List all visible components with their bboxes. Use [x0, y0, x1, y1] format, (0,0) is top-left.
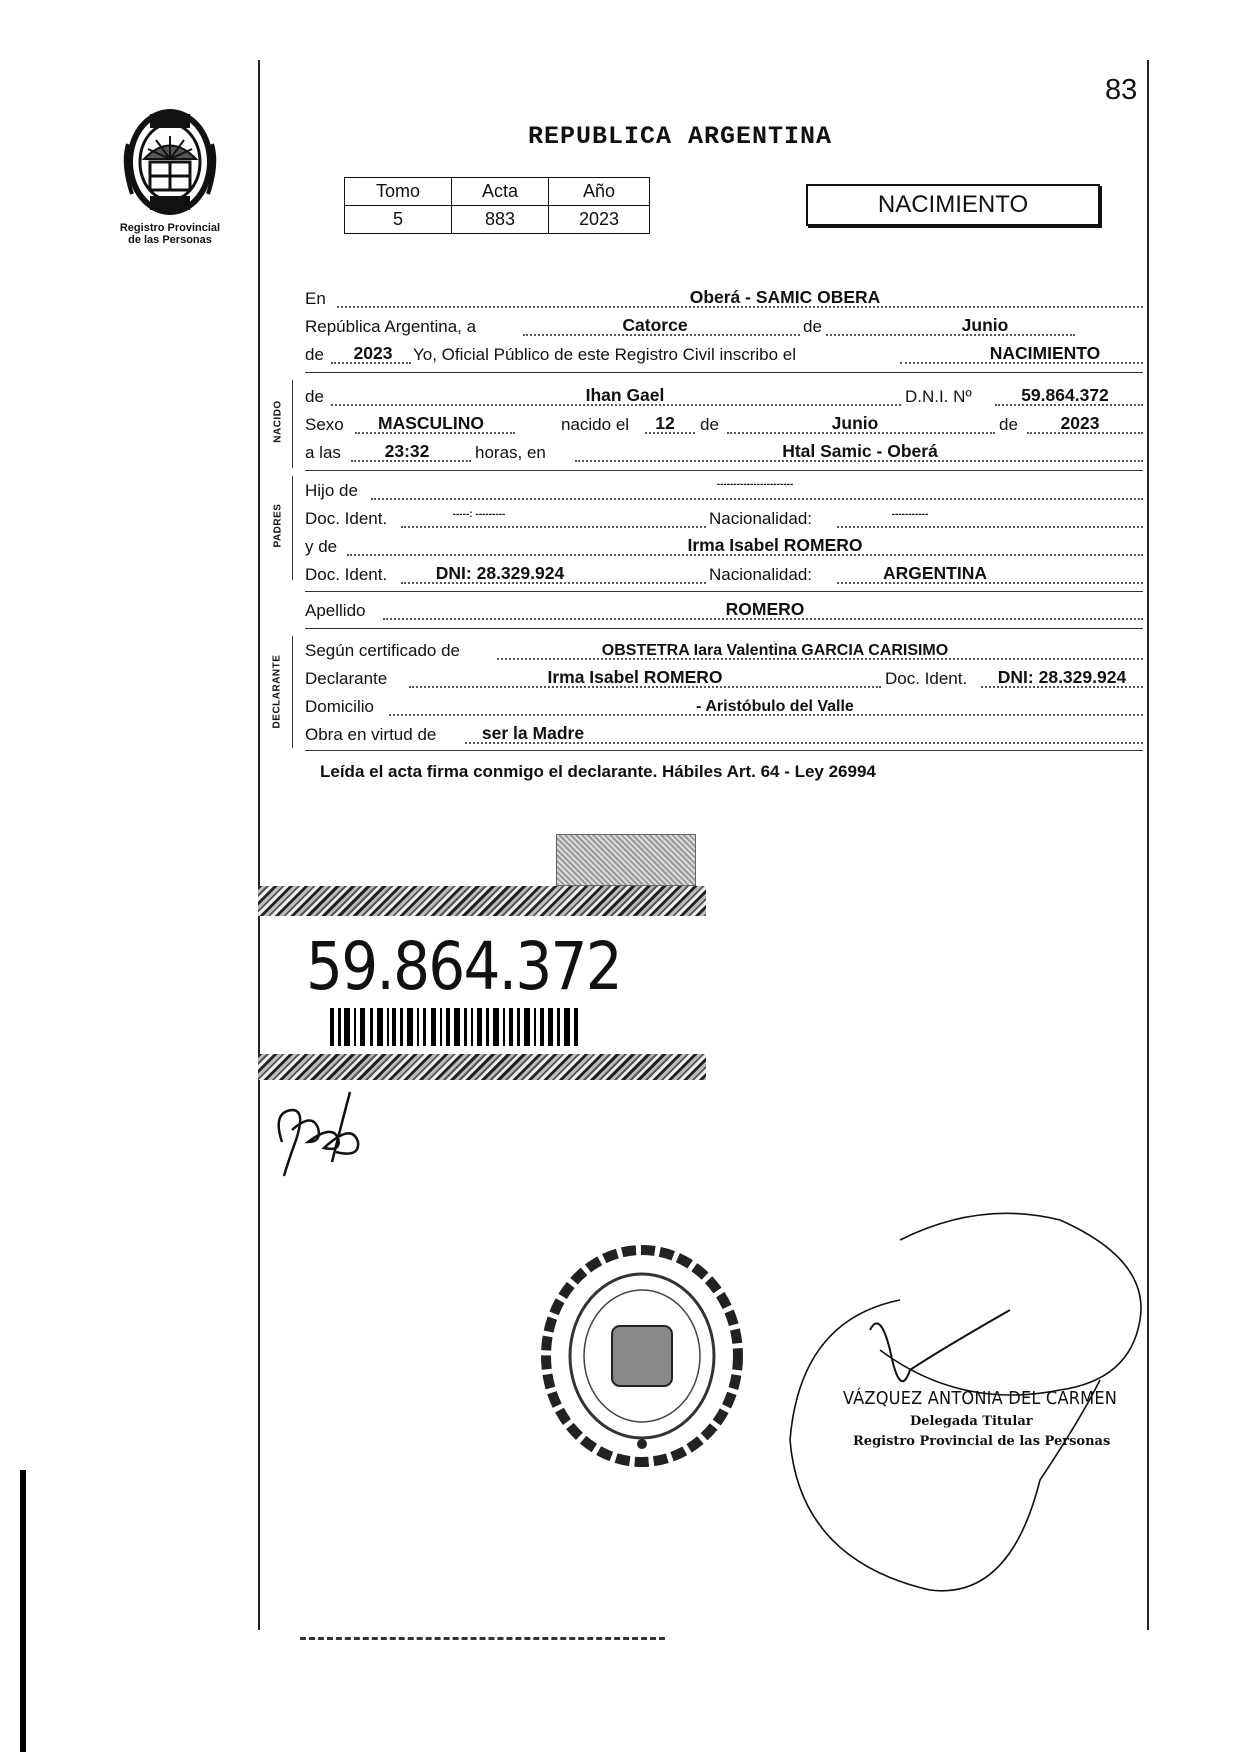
acta-table: [344, 177, 650, 234]
value-father: -----------------------: [716, 479, 794, 490]
value-sexo: MASCULINO: [378, 413, 484, 433]
row-nacido-hora: [305, 440, 1143, 466]
label-certificado: Según certificado de: [305, 641, 460, 660]
logo-caption: [100, 222, 240, 246]
label-inscribo: Yo, Oficial Público de este Registro Civil inscribo el: [413, 345, 796, 364]
closing-note: Leída el acta firma conmigo el declarante. Hábiles Art. 64 - Ley 26994: [320, 762, 876, 781]
value-apellido: ROMERO: [725, 599, 805, 619]
row-father-doc: [305, 506, 1143, 532]
official-organization: Registro Provincial de las Personas: [853, 1434, 1111, 1449]
value-dni: 59.864.372: [1021, 385, 1109, 405]
value-mother-doc: DNI: 28.329.924: [435, 563, 565, 583]
row-en: [305, 286, 1143, 312]
label-republica: República Argentina, a: [305, 317, 477, 336]
acta-value-anio: 2023: [549, 206, 650, 234]
dni-sticker-number: 59.864.372: [306, 928, 621, 1005]
row-hijo-de: [305, 478, 1143, 504]
label-apellido: Apellido: [305, 601, 366, 620]
sticker-band-top: [258, 886, 706, 916]
sticker-stamp-mark: [556, 834, 696, 886]
value-year: 2023: [353, 343, 393, 363]
logo-caption-line1: Registro Provincial: [119, 222, 221, 234]
label-obra: Obra en virtud de: [305, 725, 437, 744]
label-mother-doc: Doc. Ident.: [305, 565, 388, 584]
label-y-de: y de: [305, 537, 338, 556]
acta-table-header-row: [345, 178, 650, 206]
value-inscribo: NACIMIENTO: [989, 343, 1101, 363]
label-de-mes: de: [700, 415, 719, 434]
row-mother-doc: [305, 562, 1143, 588]
acta-value-tomo: 5: [345, 206, 452, 234]
label-de: de: [803, 317, 822, 336]
label-mother-nac: Nacionalidad:: [709, 565, 813, 584]
value-month: Junio: [961, 315, 1009, 335]
acta-table-value-row: [345, 206, 650, 234]
province-seal-logo: [122, 104, 218, 225]
label-en: En: [305, 289, 326, 308]
row-obra: [305, 722, 1143, 748]
official-role: Delegada Titular: [910, 1414, 1033, 1429]
value-nacido-nombre: Ihan Gael: [585, 385, 665, 405]
value-mother: Irma Isabel ROMERO: [687, 535, 863, 555]
value-birth-day: 12: [655, 413, 675, 433]
divider-5: [305, 750, 1143, 751]
value-birth-place: Htal Samic - Oberá: [782, 441, 938, 461]
value-father-doc: -----: ---------: [452, 509, 506, 520]
row-y-de: [305, 534, 1143, 560]
value-day-text: Catorce: [622, 315, 688, 335]
label-father-doc: Doc. Ident.: [305, 509, 388, 528]
divider-4: [305, 628, 1143, 629]
divider-2: [305, 470, 1143, 471]
declarant-signature: [262, 1082, 372, 1187]
row-inscribo: [305, 342, 1143, 368]
value-birth-month: Junio: [831, 413, 879, 433]
page-number: 83: [1105, 74, 1138, 106]
row-certificado: [305, 638, 1143, 664]
document-type-box: NACIMIENTO: [806, 184, 1100, 226]
divider-1: [305, 372, 1143, 373]
official-name: VÁZQUEZ ANTONIA DEL CARMEN: [843, 1388, 1118, 1409]
value-place: Oberá - SAMIC OBERA: [689, 287, 881, 307]
value-declarante: Irma Isabel ROMERO: [547, 667, 723, 687]
label-declarante-doc: Doc. Ident.: [885, 669, 968, 688]
row-apellido: [305, 598, 1143, 624]
value-domicilio: - Aristóbulo del Valle: [696, 698, 854, 715]
row-domicilio: [305, 694, 1143, 720]
value-mother-nac: ARGENTINA: [882, 563, 988, 583]
bottom-dashed-line: [300, 1637, 665, 1640]
label-sexo: Sexo: [305, 415, 344, 434]
label-de-anio: de: [999, 415, 1018, 434]
row-nacido-sexo: [305, 412, 1143, 438]
label-father-nac: Nacionalidad:: [709, 509, 813, 528]
acta-header-tomo: Tomo: [345, 178, 452, 206]
label-hijo-de: Hijo de: [305, 481, 358, 500]
acta-header-acta: Acta: [452, 178, 549, 206]
row-declarante: [305, 666, 1143, 692]
value-declarante-doc: DNI: 28.329.924: [997, 667, 1127, 687]
registry-round-stamp: [540, 1244, 744, 1473]
value-certificado: OBSTETRA Iara Valentina GARCIA CARISIMO: [601, 642, 949, 659]
value-birth-year: 2023: [1060, 413, 1100, 433]
row-republica: [305, 314, 1143, 340]
dni-barcode: [330, 1008, 578, 1051]
label-domicilio: Domicilio: [305, 697, 374, 716]
label-nacido-el: nacido el: [561, 415, 630, 434]
label-horas: horas, en: [475, 443, 546, 462]
edge-bar: [20, 1470, 26, 1752]
label-dni: D.N.I. Nº: [905, 387, 972, 406]
label-de2: de: [305, 345, 324, 364]
divider-3: [305, 591, 1143, 592]
value-father-nac: -----------: [891, 509, 929, 520]
sticker-band-bottom: [258, 1054, 706, 1080]
label-nacido-de: de: [305, 387, 324, 406]
section-label-nacido: NACIDO: [272, 400, 284, 443]
row-nacido-nombre: [305, 384, 1143, 410]
logo-caption-line2: de las Personas: [128, 234, 212, 246]
value-time: 23:32: [384, 441, 430, 461]
label-a-las: a las: [305, 443, 341, 462]
acta-value-acta: 883: [452, 206, 549, 234]
section-label-declarante: DECLARANTE: [271, 654, 283, 729]
section-label-padres: PADRES: [272, 503, 284, 548]
value-obra: ser la Madre: [481, 723, 585, 743]
page-title: REPUBLICA ARGENTINA: [528, 122, 833, 151]
label-declarante: Declarante: [305, 669, 388, 688]
acta-header-anio: Año: [549, 178, 650, 206]
left-margin-line: [258, 60, 260, 1630]
